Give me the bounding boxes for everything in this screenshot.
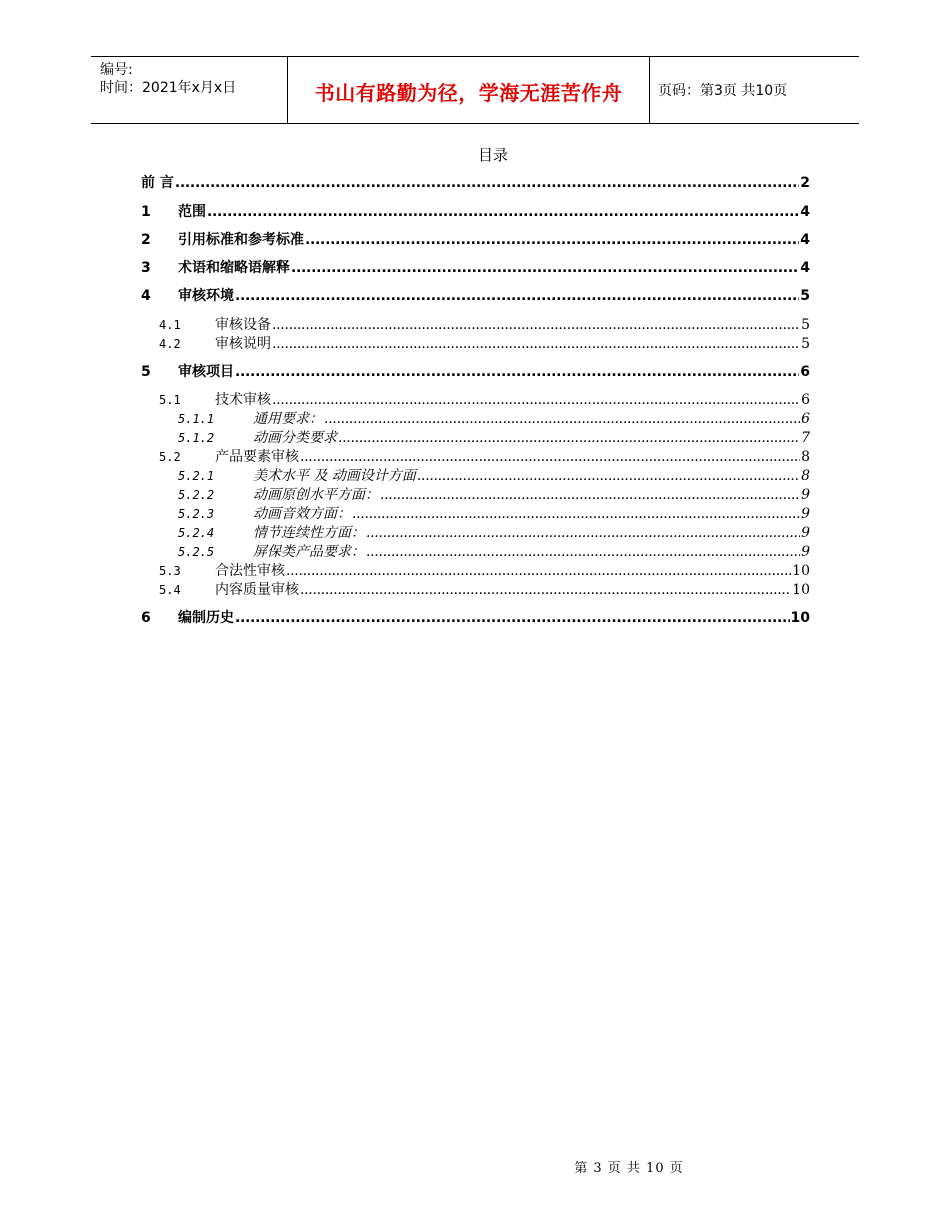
toc-entry[interactable] <box>178 465 810 485</box>
toc-entry[interactable] <box>178 541 810 561</box>
toc-entry-page: 10 <box>792 563 810 579</box>
document-time-label: 时间：2021年x月x日 <box>100 80 237 96</box>
toc-title: 目录 <box>477 146 508 164</box>
toc-entry-number: 5.2.5 <box>178 545 215 559</box>
toc-entry-page: 6 <box>800 364 810 380</box>
toc-entry-number: 5.4 <box>159 583 181 597</box>
toc-entry[interactable] <box>141 257 810 277</box>
toc-dot-leader <box>324 411 800 427</box>
toc-entry-page: 9 <box>801 487 810 503</box>
header-page-label: 页码：第3页 共10页 <box>658 83 788 99</box>
toc-entry-number: 5.1.1 <box>178 412 215 426</box>
toc-dot-leader <box>366 544 800 560</box>
toc-entry-title: 美术水平 及 动画设计方面 <box>253 468 416 484</box>
toc-entry-number: 5.1.2 <box>178 431 215 445</box>
toc-entry[interactable] <box>141 607 810 627</box>
toc-entry-number: 5.2.1 <box>178 469 215 483</box>
toc-entry-number: 5.2.4 <box>178 526 215 540</box>
toc-entry-number: 5.3 <box>159 564 181 578</box>
toc-dot-leader <box>286 563 791 579</box>
toc-entry-page: 8 <box>801 468 810 484</box>
toc-entry-page: 4 <box>800 232 810 248</box>
toc-entry-title: 产品要素审核 <box>215 449 299 465</box>
toc-entry-title: 内容质量审核 <box>215 582 299 598</box>
toc-entry-page: 5 <box>801 336 810 352</box>
toc-entry[interactable] <box>141 172 810 192</box>
toc-entry[interactable] <box>159 389 810 409</box>
header-motto-cell <box>287 57 650 123</box>
toc-entry-number: 4.2 <box>159 337 181 351</box>
toc-entry-number: 6 <box>141 610 151 626</box>
toc-entry-title: 屏保类产品要求： <box>253 544 365 560</box>
toc-dot-leader <box>235 288 799 304</box>
toc-entry-number: 5 <box>141 364 151 380</box>
toc-entry-number: 5.1 <box>159 393 181 407</box>
toc-entry-number: 5.2.2 <box>178 488 215 502</box>
toc-entry[interactable] <box>178 408 810 428</box>
toc-entry[interactable] <box>159 333 810 353</box>
toc-entry-page: 6 <box>801 392 810 408</box>
toc-entry-title: 编制历史 <box>178 610 234 626</box>
toc-entry-title: 动画原创水平方面： <box>253 487 379 503</box>
toc-entry-page: 6 <box>801 411 810 427</box>
page-header <box>91 56 859 124</box>
toc-entry-page: 10 <box>790 610 810 626</box>
toc-dot-leader <box>207 204 799 220</box>
toc-entry-title: 审核环境 <box>178 288 234 304</box>
toc-entry[interactable] <box>159 446 810 466</box>
header-motto: 书山有路勤为径，学海无涯苦作舟 <box>314 80 623 105</box>
toc-dot-leader <box>272 392 800 408</box>
toc-entry[interactable] <box>141 201 810 221</box>
toc-entry-page: 4 <box>800 260 810 276</box>
toc-entry[interactable] <box>178 427 810 447</box>
toc-entry[interactable] <box>159 560 810 580</box>
toc-dot-leader <box>272 317 800 333</box>
toc-entry[interactable] <box>159 314 810 334</box>
toc-entry[interactable] <box>178 484 810 504</box>
toc-dot-leader <box>300 449 800 465</box>
toc-entry-page: 7 <box>801 430 810 446</box>
toc-entry-number: 2 <box>141 232 151 248</box>
toc-dot-leader <box>175 175 799 191</box>
toc-entry-number: 3 <box>141 260 151 276</box>
toc-dot-leader <box>380 487 800 503</box>
toc-entry-page: 9 <box>801 544 810 560</box>
toc-dot-leader <box>417 468 800 484</box>
toc-entry-title: 合法性审核 <box>215 563 285 579</box>
toc-entry[interactable] <box>178 503 810 523</box>
toc-entry-title: 引用标准和参考标准 <box>178 232 304 248</box>
toc-entry-number: 1 <box>141 204 151 220</box>
toc-entry-title: 情节连续性方面： <box>253 525 365 541</box>
toc-entry-title: 审核说明 <box>215 336 271 352</box>
toc-entry[interactable] <box>141 229 810 249</box>
toc-entry-number: 4.1 <box>159 318 181 332</box>
toc-entry-title: 审核设备 <box>215 317 271 333</box>
toc-dot-leader <box>366 525 800 541</box>
toc-entry-title: 范围 <box>178 204 206 220</box>
toc-dot-leader <box>300 582 791 598</box>
toc-entry-page: 4 <box>800 204 810 220</box>
toc-entry-title: 通用要求： <box>253 411 323 427</box>
toc-entry-page: 10 <box>792 582 810 598</box>
toc-entry[interactable] <box>178 522 810 542</box>
toc-entry[interactable] <box>159 579 810 599</box>
toc-entry-number: 4 <box>141 288 151 304</box>
toc-entry[interactable] <box>141 361 810 381</box>
toc-entry-title: 动画音效方面： <box>253 506 351 522</box>
toc-entry-title: 前 言 <box>141 175 174 191</box>
toc-entry-number: 5.2.3 <box>178 507 215 521</box>
toc-entry-title: 技术审核 <box>215 392 271 408</box>
toc-entry-title: 术语和缩略语解释 <box>178 260 290 276</box>
toc-entry-page: 5 <box>800 288 810 304</box>
toc-entry-title: 动画分类要求 <box>253 430 337 446</box>
toc-dot-leader <box>338 430 800 446</box>
toc-entry-page: 9 <box>801 525 810 541</box>
toc-entry-title: 审核项目 <box>178 364 234 380</box>
toc-entry-page: 9 <box>801 506 810 522</box>
toc-dot-leader <box>272 336 800 352</box>
toc-entry-page: 8 <box>801 449 810 465</box>
toc-dot-leader <box>235 610 790 626</box>
header-page-cell <box>650 57 859 123</box>
toc-dot-leader <box>291 260 799 276</box>
toc-dot-leader <box>305 232 799 248</box>
document-number-label: 编号: <box>100 62 133 78</box>
toc-entry-page: 2 <box>800 175 810 191</box>
toc-entry[interactable] <box>141 285 810 305</box>
header-info-cell <box>91 57 287 123</box>
toc-dot-leader <box>352 506 800 522</box>
toc-entry-number: 5.2 <box>159 450 181 464</box>
toc-dot-leader <box>235 364 799 380</box>
page-footer: 第 3 页 共 10 页 <box>574 1161 684 1176</box>
toc-entry-page: 5 <box>801 317 810 333</box>
